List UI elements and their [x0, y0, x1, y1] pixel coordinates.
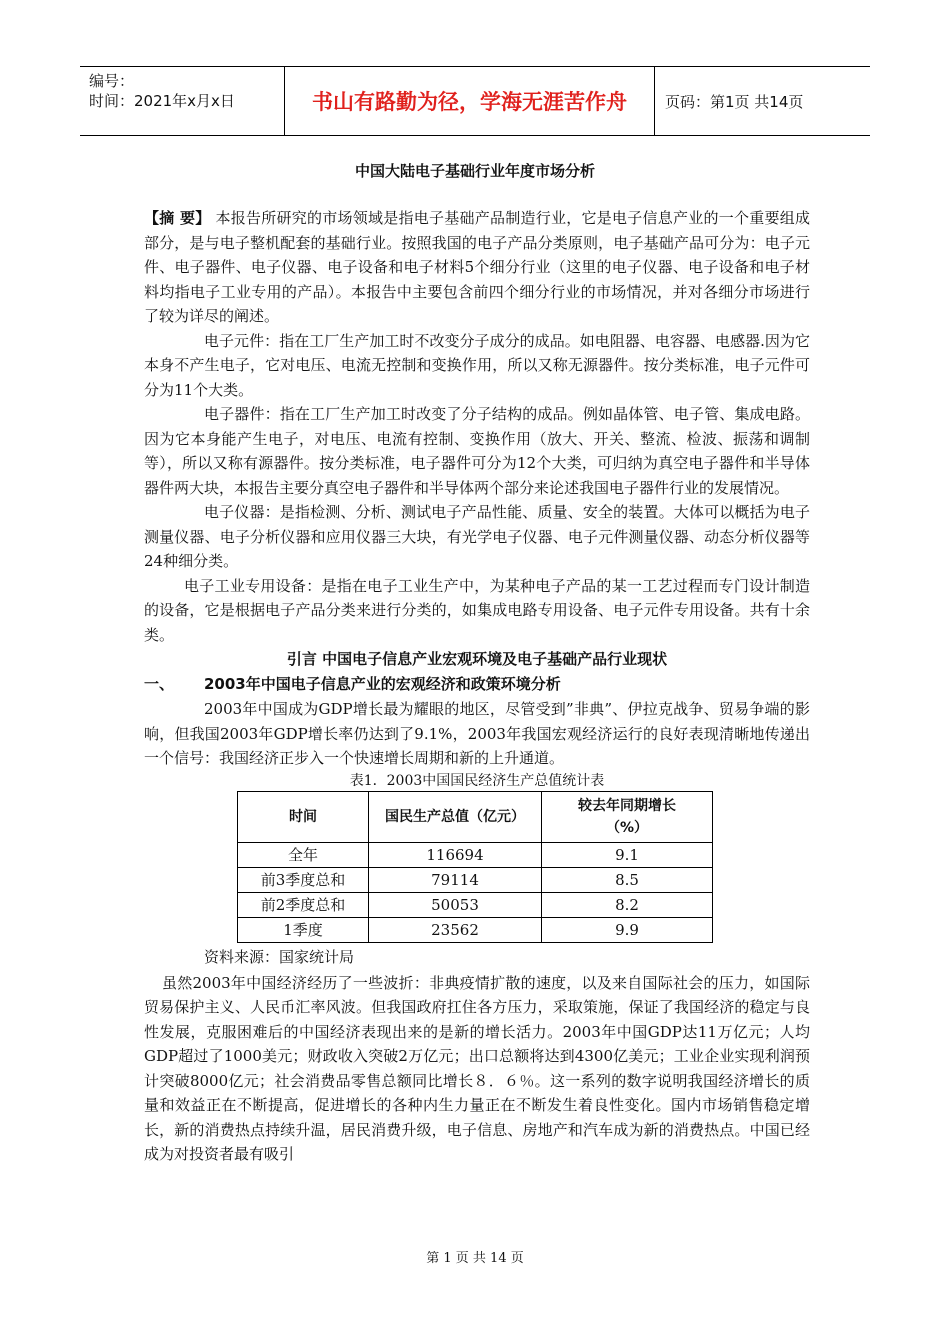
- cell-time: 前2季度总和: [238, 892, 369, 917]
- section-paragraph: 2003年中国成为GDP增长最为耀眼的地区，尽管受到”非典”、伊拉克战争、贸易争端的影响，但我国2003年GDP增长率仍达到了9.1%，2003年我国宏观经济运行的良好表现清晰地传递出一个信号：我国经济正步入一个快速增长周期和新的上升通道。: [144, 700, 810, 767]
- table-row: [238, 917, 713, 942]
- cell-gdp: 23562: [369, 917, 542, 942]
- definition-instruments: 电子仪器：是指检测、分析、测试电子产品性能、质量、安全的装置。大体可以概括为电子测量仪器、电子分析仪器和应用仪器三大块，有光学电子仪器、电子元件测量仪器、动态分析仪器等24种细分类。: [144, 503, 810, 570]
- section-number: 一、: [144, 675, 175, 693]
- header-time: 时间: [238, 791, 369, 842]
- page-footer: 第 1 页 共 14 页: [426, 1251, 524, 1266]
- section-heading: [144, 672, 810, 697]
- section-title: 2003年中国电子信息产业的宏观经济和政策环境分析: [204, 675, 561, 693]
- table-row: [238, 842, 713, 867]
- cell-gdp: 116694: [369, 842, 542, 867]
- table-row: [238, 867, 713, 892]
- cell-gdp: 50053: [369, 892, 542, 917]
- definition-components: 电子元件：指在工厂生产加工时不改变分子成分的成品。如电阻器、电容器、电感器.因为它本身不产生电子，它对电压、电流无控制和变换作用，所以又称无源器件。按分类标准，电子元件可分为11个大类。: [144, 331, 810, 399]
- page-header: [80, 66, 870, 136]
- cell-time: 1季度: [238, 917, 369, 942]
- cell-growth: 8.5: [542, 867, 713, 892]
- abstract-text: 本报告所研究的市场领域是指电子基础产品制造行业，它是电子信息产业的一个重要组成部分，是与电子整机配套的基础行业。按照我国的电子产品分类原则，电子基础产品可分为：电子元件、电子器件、电子仪器、电子设备和电子材料5个细分行业（这里的电子仪器、电子设备和电子材料均指电子工业专用的产品）。本报告中主要包含前四个细分行业的市场情况，并对各细分市场进行了较为详尽的阐述。: [144, 209, 810, 325]
- cell-growth: 8.2: [542, 892, 713, 917]
- abstract: [144, 206, 810, 329]
- table-row: [238, 892, 713, 917]
- document-body: [144, 206, 810, 1167]
- table-caption: 表1．2003中国国民经济生产总值统计表: [349, 772, 605, 789]
- definition-devices: 电子器件：指在工厂生产加工时改变了分子结构的成品。例如晶体管、电子管、集成电路。因为它本身能产生电子，对电压、电流有控制、变换作用（放大、开关、整流、检波、振荡和调制等），所以又称有源器件。按分类标准，电子器件可分为12个大类，可归纳为真空电子器件和半导体器件两大块，本报告主要分真空电子器件和半导体两个部分来论述我国电子器件行业的发展情况。: [144, 405, 810, 497]
- table-source: 资料来源：国家统计局: [204, 947, 355, 966]
- definition-equipment: 电子工业专用设备：是指在电子工业生产中，为某种电子产品的某一工艺过程而专门设计制造的设备，它是根据电子产品分类来进行分类的，如集成电路专用设备、电子元件专用设备。共有十余类。: [144, 576, 810, 644]
- motto: 书山有路勤为径，学海无涯苦作舟: [285, 67, 655, 135]
- header-meta: [80, 67, 285, 135]
- gdp-table: [237, 791, 713, 943]
- cell-gdp: 79114: [369, 867, 542, 892]
- page-info: 页码：第1页 共14页: [665, 92, 804, 111]
- number-label: 编号：: [89, 72, 135, 90]
- economy-paragraph: 虽然2003年中国经济经历了一些波折：非典疫情扩散的速度，以及来自国际社会的压力，如国际贸易保护主义、人民币汇率风波。但我国政府扛住各方压力，采取策施，保证了我国经济的稳定与良性发展，克服困难后的中国经济表现出来的是新的增长活力。2003年中国GDP达11万亿元；人均GDP超过了1000美元；财政收入突破2万亿元；出口总额将达到4300亿美元；工业企业实现利润预计突破8000亿元；社会消费品零售总额同比增长８．６％。这一系列的数字说明我国经济增长的质量和效益正在不断提高，促进增长的各种内生力量正在不断发生着良性变化。国内市场销售稳定增长，新的消费热点持续升温，居民消费升级，电子信息、房地产和汽车成为新的消费热点。中国已经成为对投资者最有吸引: [144, 973, 810, 1163]
- document-title: 中国大陆电子基础行业年度市场分析: [354, 162, 595, 180]
- header-growth: 较去年同期增长（%）: [542, 791, 713, 842]
- table-header-row: [238, 791, 713, 842]
- date-label: 时间：2021年x月x日: [89, 92, 235, 110]
- cell-time: 前3季度总和: [238, 867, 369, 892]
- intro-heading: 引言 中国电子信息产业宏观环境及电子基础产品行业现状: [286, 650, 668, 668]
- cell-growth: 9.9: [542, 917, 713, 942]
- cell-growth: 9.1: [542, 842, 713, 867]
- cell-time: 全年: [238, 842, 369, 867]
- header-gdp: 国民生产总值（亿元）: [369, 791, 542, 842]
- abstract-label: 【摘 要】: [144, 209, 211, 227]
